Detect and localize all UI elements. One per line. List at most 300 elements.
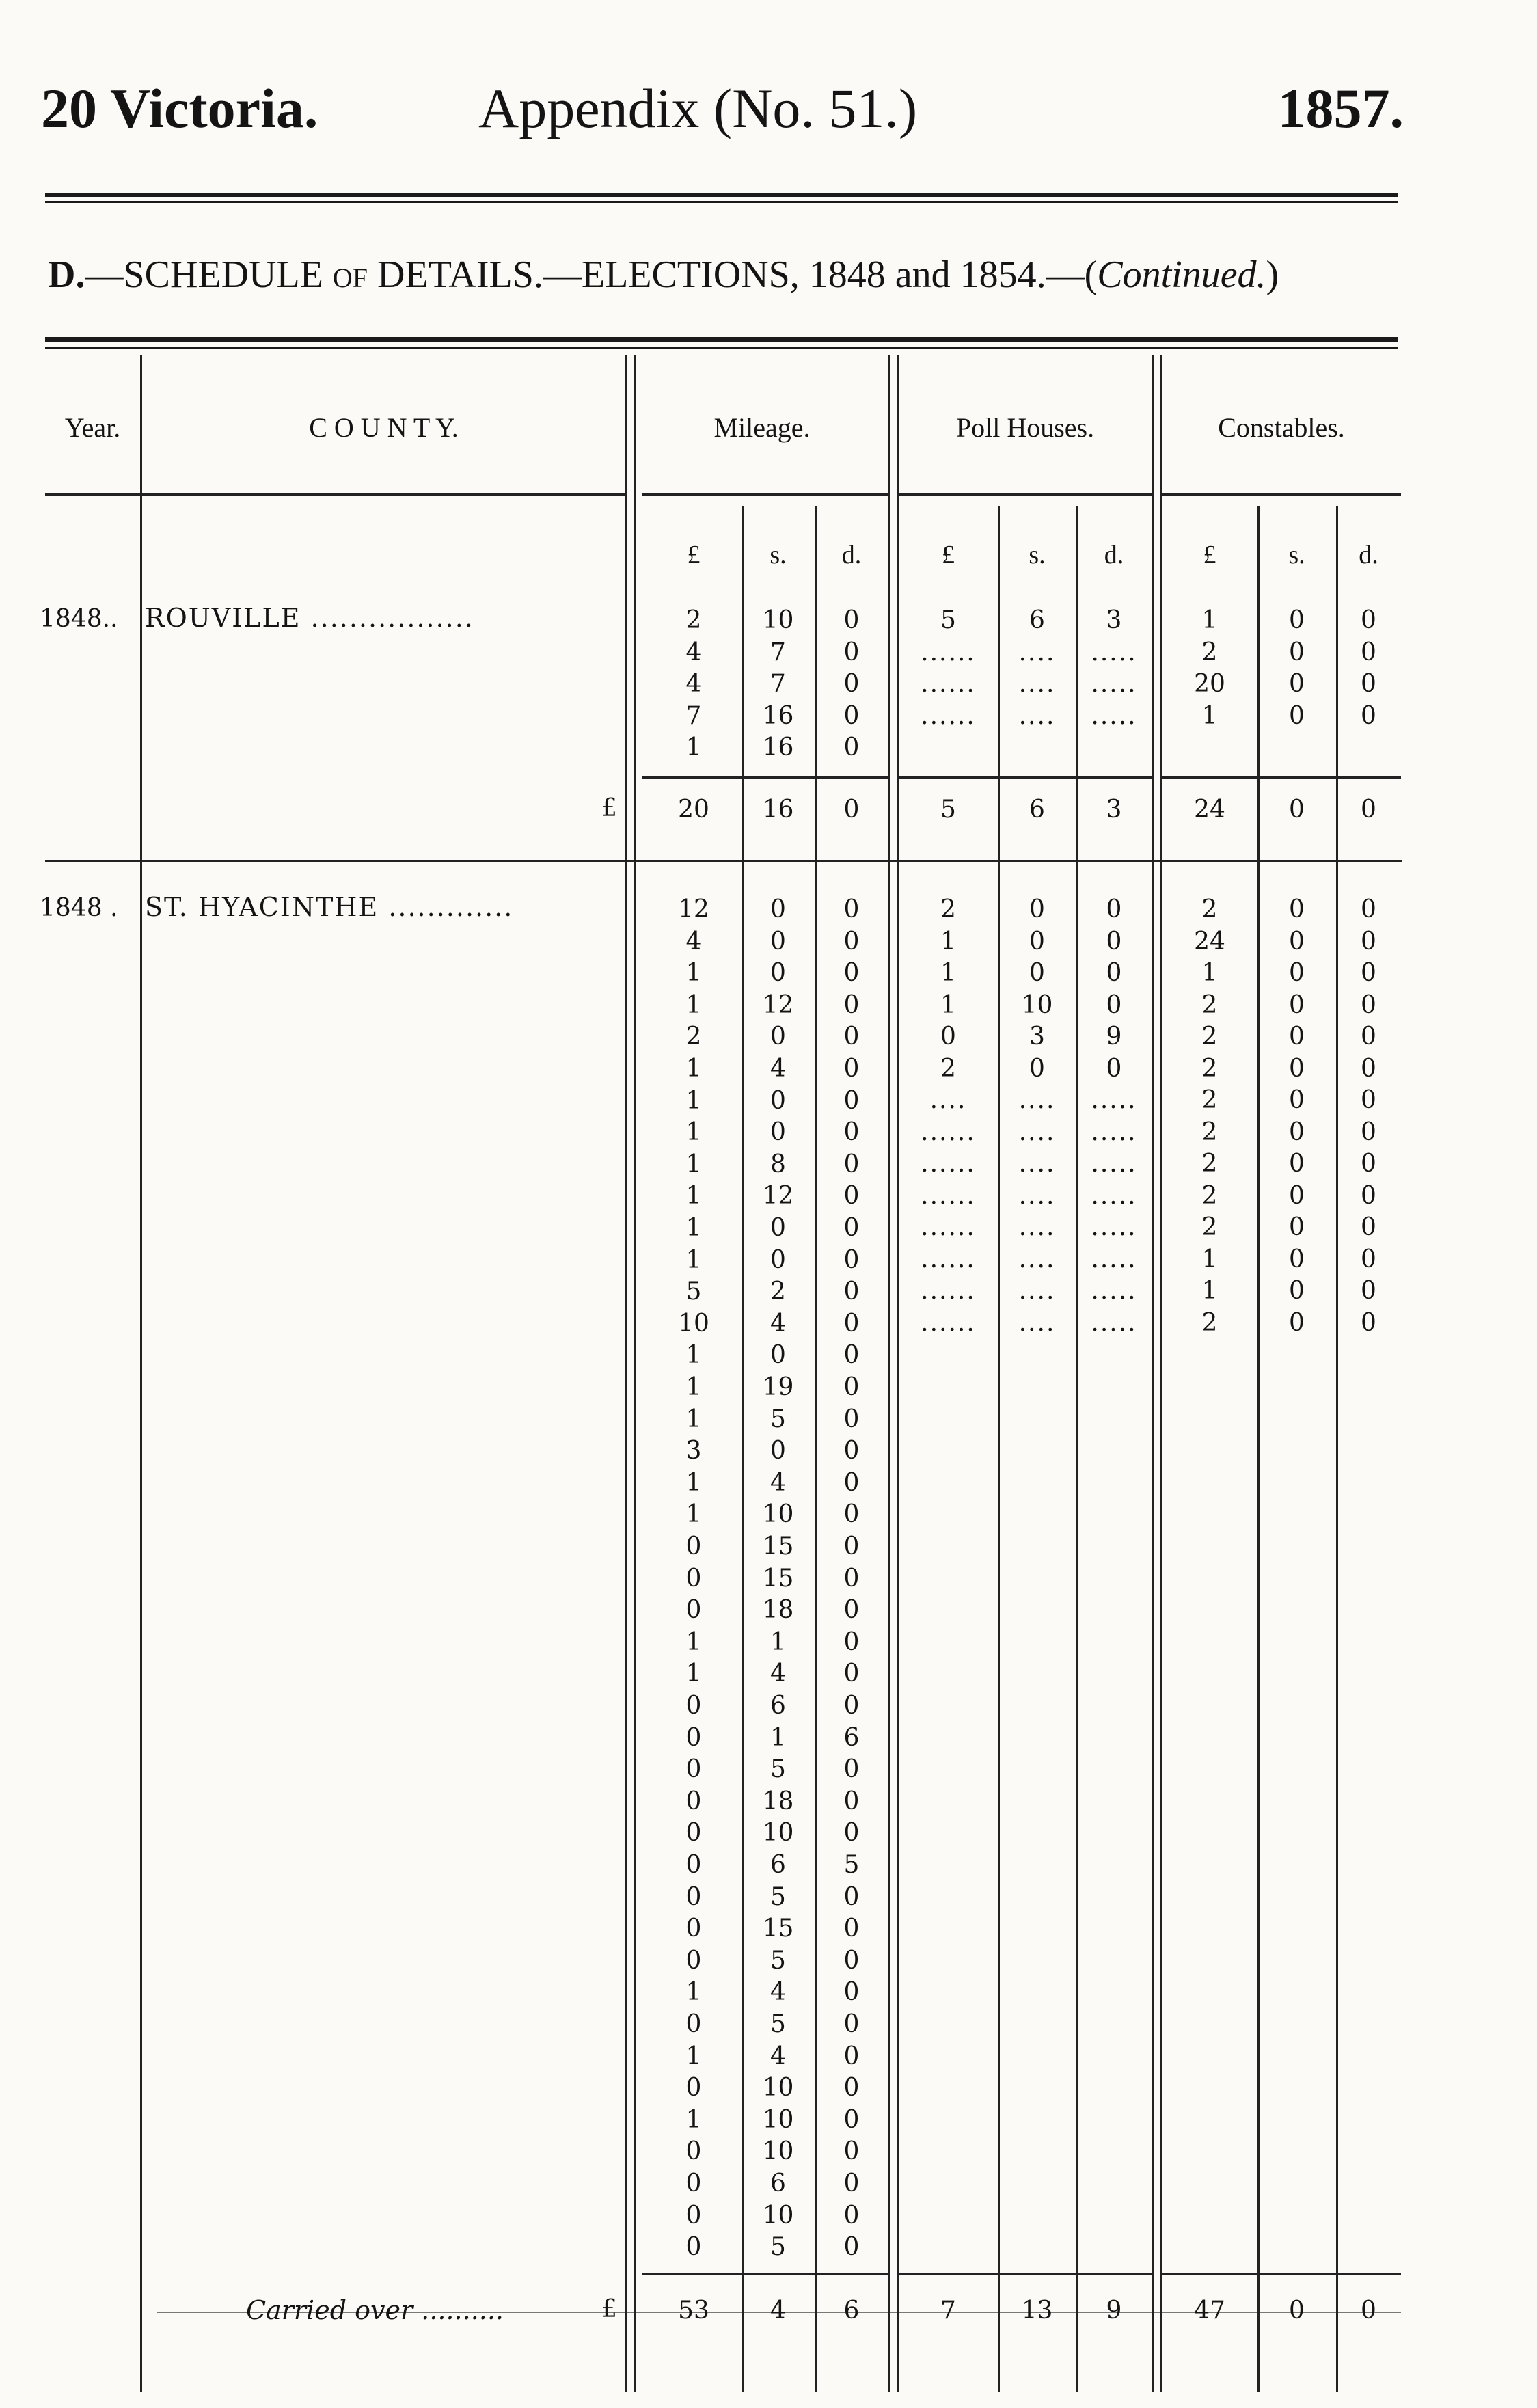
- amount-cell: 0: [1361, 990, 1376, 1019]
- amount-cell: 2: [1201, 1150, 1218, 1178]
- amount-cell: 5: [940, 796, 956, 824]
- leader-dots: ....: [1018, 670, 1056, 698]
- amount-cell: 2: [1201, 1118, 1218, 1146]
- amount-cell: 0: [843, 990, 860, 1019]
- amount-cell: 0: [843, 1309, 860, 1338]
- amount-cell: 0: [1289, 1245, 1305, 1273]
- amount-cell: 19: [762, 1373, 794, 1401]
- leader-dots: ....: [1018, 1245, 1056, 1273]
- amount-cell: 0: [1289, 1150, 1305, 1178]
- unit-heading: d.: [841, 541, 862, 569]
- amount-cell: 0: [843, 1882, 860, 1911]
- amount-cell: 2: [1201, 1023, 1218, 1051]
- amount-cell: 9: [1106, 1023, 1122, 1051]
- amount-cell: 2: [1201, 1181, 1218, 1210]
- amount-cell: 0: [843, 959, 860, 988]
- amount-cell: 0: [843, 895, 860, 923]
- amount-cell: 0: [843, 670, 860, 698]
- amount-cell: 0: [843, 796, 860, 824]
- amount-cell: 0: [1029, 1054, 1045, 1083]
- amount-cell: 2: [940, 1054, 956, 1083]
- leader-dots: .....: [1091, 638, 1137, 666]
- amount-cell: 0: [685, 1915, 702, 1943]
- amount-cell: 1: [685, 1245, 702, 1274]
- amount-cell: 2: [770, 1277, 786, 1306]
- amount-cell: 0: [1289, 1086, 1305, 1114]
- amount-cell: 1: [685, 959, 702, 988]
- amount-cell: 6: [843, 1723, 860, 1752]
- amount-cell: 0: [1289, 895, 1305, 923]
- amount-cell: 9: [1106, 2297, 1122, 2325]
- leader-dots: ......: [921, 1213, 976, 1241]
- amount-cell: 0: [1289, 1023, 1305, 1051]
- amount-cell: 4: [685, 927, 702, 956]
- amount-cell: 1: [685, 733, 702, 761]
- amount-cell: 0: [1361, 1213, 1376, 1241]
- leader-dots: ....: [1018, 638, 1056, 666]
- amount-cell: 0: [843, 1373, 860, 1401]
- amount-cell: 7: [770, 638, 786, 666]
- amount-cell: 1: [685, 1055, 702, 1083]
- amount-cell: 2: [1201, 1308, 1218, 1337]
- table-column-line: [140, 355, 142, 2392]
- amount-cell: 0: [843, 1341, 860, 1370]
- leader-dots: ......: [921, 701, 976, 730]
- amount-cell: 1: [1201, 959, 1218, 987]
- amount-cell: 0: [843, 1245, 860, 1274]
- carried-over-rule: [899, 2273, 1152, 2275]
- amount-cell: 2: [1201, 638, 1218, 666]
- amount-cell: 3: [1029, 1023, 1045, 1051]
- leader-dots: .....: [1091, 670, 1137, 698]
- leader-dots: .....: [1091, 1213, 1137, 1241]
- carried-over-label: Carried over ..........: [246, 2295, 504, 2325]
- amount-cell: 0: [770, 1086, 786, 1115]
- leader-dots: ......: [921, 638, 976, 666]
- amount-cell: 1: [940, 990, 956, 1019]
- amount-cell: 0: [843, 733, 860, 761]
- leader-dots: ....: [1018, 1150, 1056, 1178]
- amount-cell: 0: [685, 2233, 702, 2262]
- unit-heading: d.: [1104, 541, 1124, 569]
- amount-cell: 0: [770, 1437, 786, 1465]
- amount-cell: 0: [770, 895, 786, 923]
- amount-cell: 0: [1361, 796, 1376, 824]
- amount-cell: 16: [762, 701, 794, 730]
- table-top-rule-thin: [45, 347, 1398, 349]
- amount-cell: 0: [843, 1755, 860, 1784]
- leader-dots: .....: [1091, 1086, 1137, 1114]
- leader-dots: .....: [1091, 1308, 1137, 1337]
- column-mileage: Mileage.: [713, 412, 811, 443]
- column-year: Year.: [64, 412, 121, 443]
- amount-cell: 10: [762, 2137, 794, 2166]
- amount-cell: 0: [1289, 670, 1305, 698]
- amount-cell: 0: [1289, 1181, 1305, 1210]
- amount-cell: 0: [1029, 895, 1045, 923]
- amount-cell: 4: [685, 638, 702, 666]
- table-column-line: [1076, 506, 1078, 2392]
- amount-cell: 0: [685, 1946, 702, 1975]
- amount-cell: 12: [678, 895, 709, 923]
- column-header-rule: [899, 493, 1152, 496]
- amount-cell: 1: [685, 1500, 702, 1529]
- amount-cell: 0: [843, 1277, 860, 1306]
- amount-cell: 0: [843, 606, 860, 634]
- table-column-line: [634, 355, 636, 2392]
- amount-cell: 0: [1361, 638, 1376, 666]
- amount-cell: 0: [1361, 1023, 1376, 1051]
- amount-cell: 0: [1289, 1054, 1305, 1083]
- amount-cell: 0: [843, 1915, 860, 1943]
- amount-cell: 0: [685, 1851, 702, 1879]
- amount-cell: 2: [1201, 1213, 1218, 1241]
- amount-cell: 0: [843, 1437, 860, 1465]
- amount-cell: 10: [762, 1500, 794, 1529]
- amount-cell: 1: [685, 1468, 702, 1497]
- amount-cell: 18: [762, 1787, 794, 1815]
- amount-cell: 0: [685, 1596, 702, 1625]
- amount-cell: 0: [1361, 1054, 1376, 1083]
- amount-cell: 47: [1194, 2297, 1225, 2325]
- amount-cell: 0: [843, 1978, 860, 2007]
- amount-cell: 1: [685, 1182, 702, 1210]
- amount-cell: 0: [843, 1118, 860, 1147]
- carried-over-symbol: £: [601, 2295, 617, 2323]
- leader-dots: ......: [921, 670, 976, 698]
- amount-cell: 0: [843, 2074, 860, 2102]
- leader-dots: ....: [929, 1086, 967, 1114]
- amount-cell: 0: [843, 638, 860, 666]
- amount-cell: 0: [770, 1341, 786, 1370]
- amount-cell: 1: [685, 1660, 702, 1688]
- leader-dots: ......: [921, 1277, 976, 1305]
- leader-dots: ......: [921, 1181, 976, 1210]
- amount-cell: 1: [685, 1627, 702, 1656]
- amount-cell: 0: [1106, 895, 1122, 923]
- amount-cell: 1: [685, 1978, 702, 2007]
- amount-cell: 7: [940, 2297, 956, 2325]
- amount-cell: 12: [762, 1182, 794, 1210]
- county-name: ROUVILLE .................: [145, 603, 474, 633]
- leader-dots: .....: [1091, 701, 1137, 730]
- header-year: 1857.: [1277, 77, 1404, 139]
- amount-cell: 0: [843, 1468, 860, 1497]
- amount-cell: 0: [843, 2201, 860, 2230]
- amount-cell: 16: [762, 733, 794, 761]
- amount-cell: 1: [770, 1723, 786, 1752]
- amount-cell: 5: [770, 2010, 786, 2038]
- column-header-rule: [642, 493, 888, 496]
- amount-cell: 0: [685, 1532, 702, 1560]
- amount-cell: 15: [762, 1532, 794, 1560]
- amount-cell: 0: [843, 1692, 860, 1720]
- amount-cell: 3: [1106, 606, 1122, 634]
- leader-dots: ....: [1018, 1118, 1056, 1146]
- amount-cell: 0: [843, 2010, 860, 2038]
- amount-cell: 10: [678, 1309, 709, 1338]
- amount-cell: 6: [770, 2169, 786, 2197]
- amount-cell: 2: [1201, 895, 1218, 923]
- amount-cell: 2: [1201, 1054, 1218, 1083]
- amount-cell: 2: [685, 606, 702, 634]
- amount-cell: 1: [1201, 1277, 1218, 1305]
- amount-cell: 5: [770, 1946, 786, 1975]
- amount-cell: 1: [685, 1118, 702, 1147]
- amount-cell: 10: [762, 1819, 794, 1848]
- amount-cell: 1: [685, 1405, 702, 1433]
- amount-cell: 6: [1029, 606, 1045, 634]
- amount-cell: 0: [843, 2042, 860, 2070]
- column-header-rule: [45, 493, 140, 496]
- leader-dots: .....: [1091, 1181, 1137, 1210]
- amount-cell: 20: [678, 796, 709, 824]
- table-column-line: [625, 355, 627, 2392]
- amount-cell: 16: [762, 796, 794, 824]
- amount-cell: 0: [1361, 959, 1376, 987]
- amount-cell: 0: [1106, 927, 1122, 956]
- amount-cell: 1: [685, 1086, 702, 1115]
- amount-cell: 2: [685, 1023, 702, 1051]
- amount-cell: 4: [770, 1055, 786, 1083]
- amount-cell: 0: [843, 1596, 860, 1625]
- amount-cell: 0: [1361, 701, 1376, 730]
- amount-cell: 0: [1361, 895, 1376, 923]
- amount-cell: 5: [770, 1882, 786, 1911]
- schedule-title: D.—SCHEDULE OF DETAILS.—ELECTIONS, 1848 and 1854.—(Continued.): [48, 254, 1279, 296]
- leader-dots: ....: [1018, 701, 1056, 730]
- amount-cell: 6: [770, 1692, 786, 1720]
- amount-cell: 0: [843, 927, 860, 956]
- amount-cell: 0: [1289, 796, 1305, 824]
- amount-cell: 0: [685, 1755, 702, 1784]
- amount-cell: 1: [940, 959, 956, 987]
- table-top-rule: [45, 337, 1398, 342]
- amount-cell: 0: [843, 1819, 860, 1848]
- amount-cell: 1: [1201, 701, 1218, 730]
- amount-cell: 2: [1201, 1086, 1218, 1114]
- amount-cell: 1: [685, 1341, 702, 1370]
- amount-cell: 6: [770, 1851, 786, 1879]
- leader-dots: ....: [1018, 1086, 1056, 1114]
- amount-cell: 0: [1289, 606, 1305, 634]
- amount-cell: 4: [770, 1660, 786, 1688]
- column-header-rule: [142, 493, 625, 496]
- leader-dots: .....: [1091, 1277, 1137, 1305]
- amount-cell: 53: [678, 2297, 709, 2325]
- amount-cell: 20: [1194, 670, 1225, 698]
- amount-cell: 0: [1361, 670, 1376, 698]
- total-symbol: £: [601, 794, 617, 822]
- amount-cell: 1: [685, 1150, 702, 1178]
- amount-cell: 7: [770, 670, 786, 698]
- amount-cell: 12: [762, 990, 794, 1019]
- amount-cell: 1: [685, 2042, 702, 2070]
- amount-cell: 0: [843, 1405, 860, 1433]
- amount-cell: 0: [843, 2105, 860, 2134]
- amount-cell: 0: [843, 1150, 860, 1178]
- amount-cell: 0: [1361, 1181, 1376, 1210]
- amount-cell: 0: [1289, 990, 1305, 1019]
- amount-cell: 1: [1201, 606, 1218, 634]
- leader-dots: ....: [1018, 1308, 1056, 1337]
- amount-cell: 0: [1361, 1308, 1376, 1337]
- amount-cell: 0: [843, 1023, 860, 1051]
- amount-cell: 5: [843, 1851, 860, 1879]
- amount-cell: 4: [770, 2042, 786, 2070]
- amount-cell: 0: [843, 1532, 860, 1560]
- subtotal-rule: [642, 776, 888, 779]
- leader-dots: .....: [1091, 1118, 1137, 1146]
- amount-cell: 2: [940, 895, 956, 923]
- unit-heading: £: [942, 541, 955, 569]
- amount-cell: 0: [1106, 1054, 1122, 1083]
- amount-cell: 3: [685, 1437, 702, 1465]
- amount-cell: 0: [940, 1023, 956, 1051]
- leader-dots: ......: [921, 1150, 976, 1178]
- amount-cell: 0: [1289, 701, 1305, 730]
- amount-cell: 0: [843, 1660, 860, 1688]
- amount-cell: 0: [1361, 2297, 1376, 2325]
- subtotal-rule: [899, 776, 1152, 779]
- amount-cell: 0: [843, 1214, 860, 1242]
- amount-cell: 4: [770, 1309, 786, 1338]
- amount-cell: 6: [843, 2297, 860, 2325]
- amount-cell: 0: [770, 959, 786, 988]
- table-column-line: [998, 506, 1000, 2392]
- amount-cell: 1: [770, 1627, 786, 1656]
- amount-cell: 0: [1361, 1086, 1376, 1114]
- amount-cell: 0: [843, 1627, 860, 1656]
- amount-cell: 24: [1194, 927, 1225, 956]
- amount-cell: 1: [685, 1214, 702, 1242]
- amount-cell: 0: [685, 1692, 702, 1720]
- amount-cell: 0: [1289, 638, 1305, 666]
- header-appendix: Appendix (No. 51.): [478, 77, 918, 139]
- amount-cell: 2: [1201, 990, 1218, 1019]
- amount-cell: 3: [1106, 796, 1122, 824]
- leader-dots: ......: [921, 1308, 976, 1337]
- amount-cell: 0: [685, 1819, 702, 1848]
- column-poll-houses: Poll Houses.: [955, 412, 1095, 443]
- header-rule-bottom: [45, 201, 1398, 203]
- amount-cell: 1: [685, 2105, 702, 2134]
- carried-over-rule: [1162, 2273, 1401, 2275]
- amount-cell: 0: [685, 2137, 702, 2166]
- amount-cell: 0: [1289, 927, 1305, 956]
- leader-dots: .....: [1091, 1150, 1137, 1178]
- amount-cell: 4: [685, 670, 702, 698]
- amount-cell: 4: [770, 1978, 786, 2007]
- amount-cell: 0: [1289, 959, 1305, 987]
- amount-cell: 0: [1289, 1308, 1305, 1337]
- amount-cell: 0: [843, 701, 860, 730]
- amount-cell: 7: [685, 701, 702, 730]
- amount-cell: 0: [843, 1500, 860, 1529]
- unit-heading: s.: [1288, 541, 1305, 569]
- amount-cell: 15: [762, 1564, 794, 1593]
- amount-cell: 0: [685, 2169, 702, 2197]
- amount-cell: 0: [843, 1055, 860, 1083]
- amount-cell: 0: [843, 2137, 860, 2166]
- amount-cell: 0: [1361, 606, 1376, 634]
- county-name: ST. HYACINTHE .............: [145, 892, 514, 922]
- amount-cell: 5: [770, 1755, 786, 1784]
- amount-cell: 0: [685, 2074, 702, 2102]
- amount-cell: 0: [685, 2010, 702, 2038]
- amount-cell: 0: [843, 1086, 860, 1115]
- amount-cell: 0: [685, 1564, 702, 1593]
- leader-dots: ....: [1018, 1181, 1056, 1210]
- amount-cell: 0: [770, 1023, 786, 1051]
- amount-cell: 5: [685, 1277, 702, 1306]
- amount-cell: 0: [1361, 1150, 1376, 1178]
- amount-cell: 0: [1289, 2297, 1305, 2325]
- amount-cell: 0: [685, 1787, 702, 1815]
- column-constables: Constables.: [1218, 412, 1345, 443]
- amount-cell: 0: [1361, 927, 1376, 956]
- amount-cell: 0: [770, 927, 786, 956]
- amount-cell: 5: [770, 2233, 786, 2262]
- table-column-line: [888, 355, 890, 2392]
- carried-over-rule: [642, 2273, 888, 2275]
- leader-dots: ......: [921, 1118, 976, 1146]
- unit-heading: s.: [1029, 541, 1046, 569]
- subtotal-rule: [1162, 776, 1401, 779]
- section-year: 1848..: [40, 605, 118, 633]
- leader-dots: ....: [1018, 1277, 1056, 1305]
- amount-cell: 0: [1361, 1277, 1376, 1305]
- amount-cell: 4: [770, 1468, 786, 1497]
- header-volume: 20 Victoria.: [41, 77, 318, 139]
- amount-cell: 0: [685, 1723, 702, 1752]
- column-header-rule: [1162, 493, 1401, 496]
- unit-heading: £: [687, 541, 701, 569]
- amount-cell: 5: [940, 606, 956, 634]
- amount-cell: 0: [685, 2201, 702, 2230]
- table-column-line: [1257, 506, 1260, 2392]
- amount-cell: 6: [1029, 796, 1045, 824]
- leader-dots: ....: [1018, 1213, 1056, 1241]
- amount-cell: 13: [1021, 2297, 1053, 2325]
- amount-cell: 0: [843, 1182, 860, 1210]
- amount-cell: 0: [1029, 959, 1045, 987]
- amount-cell: 18: [762, 1596, 794, 1625]
- amount-cell: 0: [1361, 1118, 1376, 1146]
- amount-cell: 0: [770, 1118, 786, 1147]
- amount-cell: 0: [1029, 927, 1045, 956]
- amount-cell: 0: [843, 1787, 860, 1815]
- amount-cell: 0: [770, 1245, 786, 1274]
- leader-dots: ......: [921, 1245, 976, 1273]
- section-divider: [45, 860, 1402, 862]
- header-rule-top: [45, 193, 1398, 197]
- amount-cell: 0: [1289, 1213, 1305, 1241]
- amount-cell: 0: [1289, 1118, 1305, 1146]
- table-column-line: [1336, 506, 1338, 2392]
- amount-cell: 0: [770, 1214, 786, 1242]
- amount-cell: 10: [762, 2201, 794, 2230]
- amount-cell: 0: [843, 1564, 860, 1593]
- amount-cell: 1: [940, 927, 956, 956]
- amount-cell: 0: [1106, 990, 1122, 1019]
- unit-heading: d.: [1359, 541, 1378, 569]
- amount-cell: 10: [762, 2105, 794, 2134]
- amount-cell: 10: [762, 2074, 794, 2102]
- amount-cell: 4: [770, 2297, 786, 2325]
- section-year: 1848 .: [40, 894, 118, 922]
- amount-cell: 0: [685, 1882, 702, 1911]
